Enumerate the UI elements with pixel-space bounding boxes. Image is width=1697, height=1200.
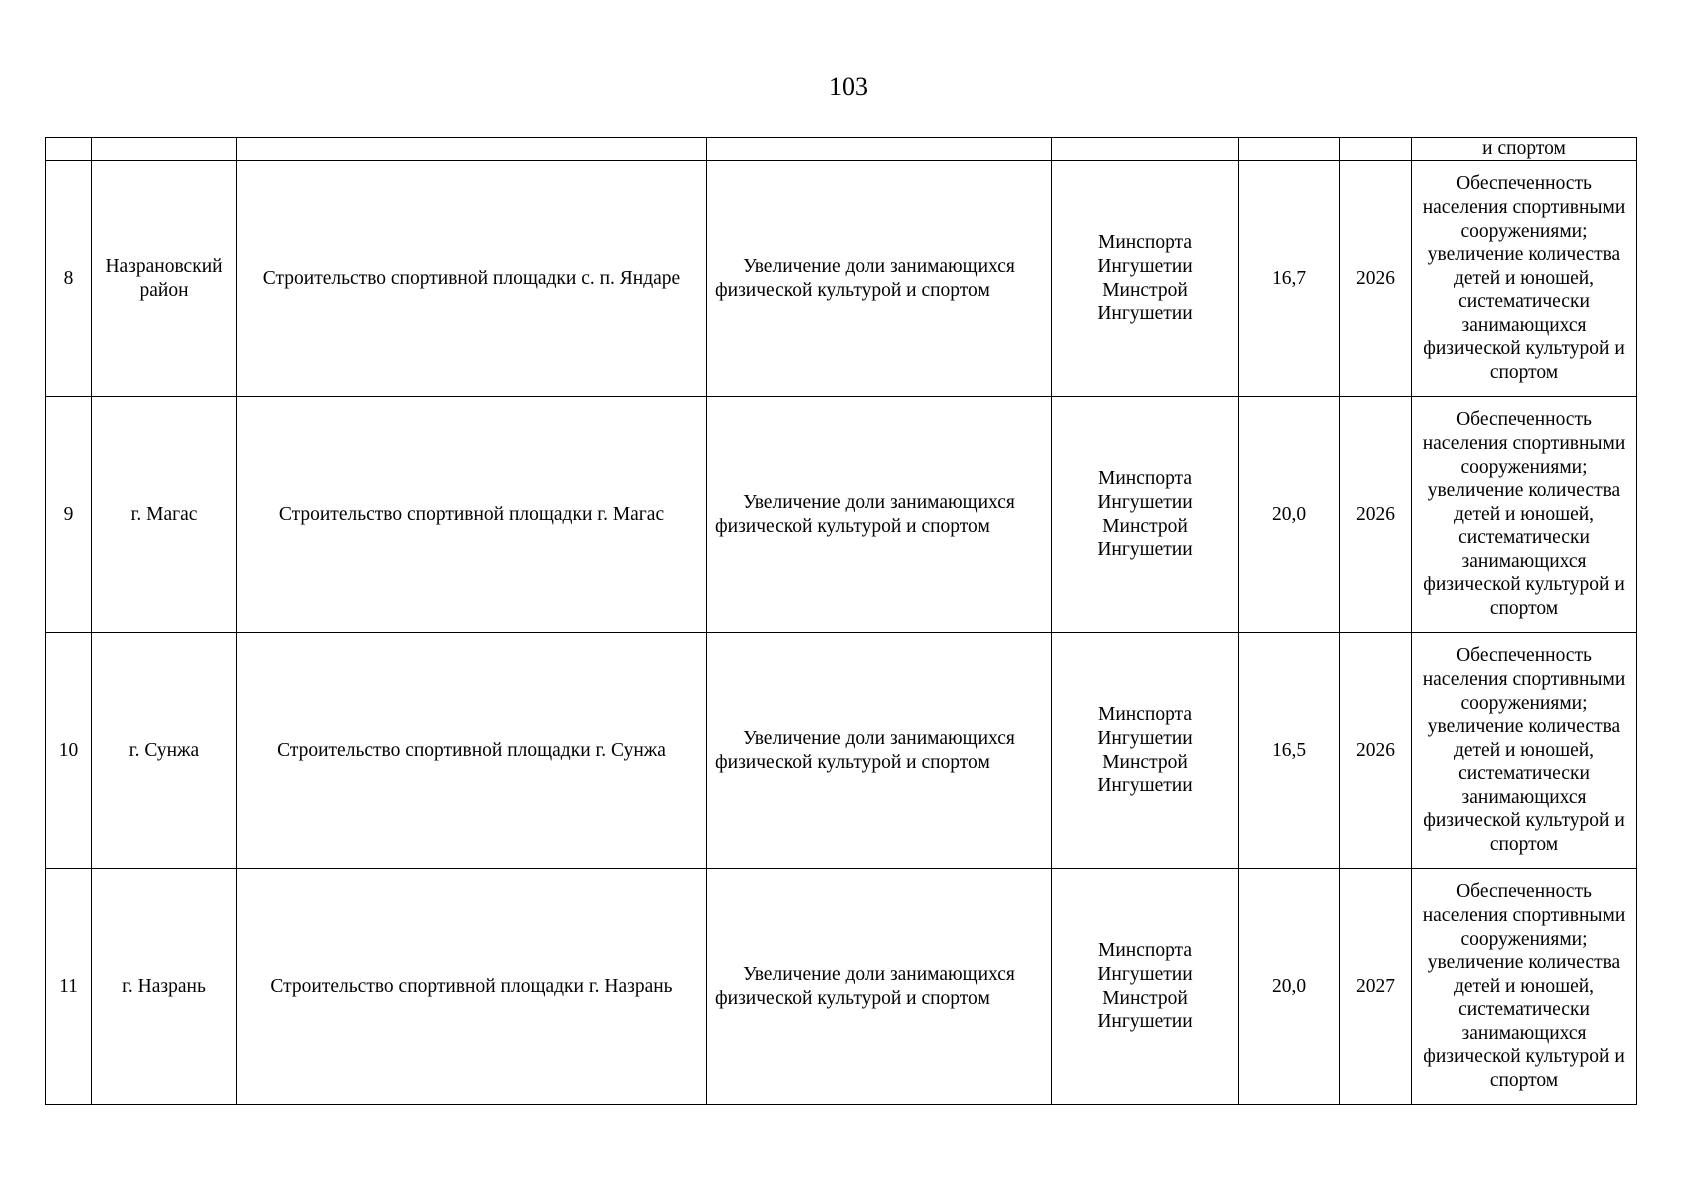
responsible-cell: Минспорта Ингушетии Минстрой Ингушетии (1052, 397, 1239, 633)
goal-cell: Увеличение доли занимающихся физической культурой и спортом (707, 397, 1052, 633)
goal-cell: Увеличение доли занимающихся физической культурой и спортом (707, 161, 1052, 397)
district-cell: г. Сунжа (92, 633, 237, 869)
table-row (46, 161, 1637, 397)
table-cell (237, 138, 707, 161)
row-number: 9 (46, 397, 92, 633)
district-cell: г. Магас (92, 397, 237, 633)
table-cell (1239, 138, 1340, 161)
table-row (46, 397, 1637, 633)
goal-cell: Увеличение доли занимающихся физической культурой и спортом (707, 633, 1052, 869)
goal-cell: Увеличение доли занимающихся физической культурой и спортом (707, 869, 1052, 1105)
table-cell (1052, 138, 1239, 161)
district-cell: г. Назрань (92, 869, 237, 1105)
amount-cell: 20,0 (1239, 397, 1340, 633)
page-number: 103 (829, 72, 868, 101)
year-cell: 2027 (1340, 869, 1412, 1105)
object-cell: Строительство спортивной площадки г. Сунжа (237, 633, 707, 869)
continuation-row (46, 138, 1637, 161)
result-cell: Обеспеченность населения спортивными сооружениями; увеличение количества детей и юношей, систематически занимающихся физической культурой и спортом (1412, 397, 1637, 633)
object-cell: Строительство спортивной площадки г. Магас (237, 397, 707, 633)
year-cell: 2026 (1340, 161, 1412, 397)
continuation-result-cell: и спортом (1412, 138, 1637, 161)
object-cell: Строительство спортивной площадки г. Назрань (237, 869, 707, 1105)
amount-cell: 20,0 (1239, 869, 1340, 1105)
responsible-cell: Минспорта Ингушетии Минстрой Ингушетии (1052, 633, 1239, 869)
amount-cell: 16,7 (1239, 161, 1340, 397)
district-cell: Назрановский район (92, 161, 237, 397)
result-cell: Обеспеченность населения спортивными сооружениями; увеличение количества детей и юношей, систематически занимающихся физической культурой и спортом (1412, 869, 1637, 1105)
year-cell: 2026 (1340, 633, 1412, 869)
year-cell: 2026 (1340, 397, 1412, 633)
table-row (46, 869, 1637, 1105)
result-cell: Обеспеченность населения спортивными сооружениями; увеличение количества детей и юношей, систематически занимающихся физической культурой и спортом (1412, 633, 1637, 869)
responsible-cell: Минспорта Ингушетии Минстрой Ингушетии (1052, 161, 1239, 397)
table-cell (1340, 138, 1412, 161)
projects-table (45, 137, 1637, 1105)
table-cell (46, 138, 92, 161)
responsible-cell: Минспорта Ингушетии Минстрой Ингушетии (1052, 869, 1239, 1105)
object-cell: Строительство спортивной площадки с. п. Яндаре (237, 161, 707, 397)
result-cell: Обеспеченность населения спортивными сооружениями; увеличение количества детей и юношей, систематически занимающихся физической культурой и спортом (1412, 161, 1637, 397)
table-cell (92, 138, 237, 161)
table-row (46, 633, 1637, 869)
row-number: 10 (46, 633, 92, 869)
amount-cell: 16,5 (1239, 633, 1340, 869)
table-cell (707, 138, 1052, 161)
row-number: 11 (46, 869, 92, 1105)
row-number: 8 (46, 161, 92, 397)
